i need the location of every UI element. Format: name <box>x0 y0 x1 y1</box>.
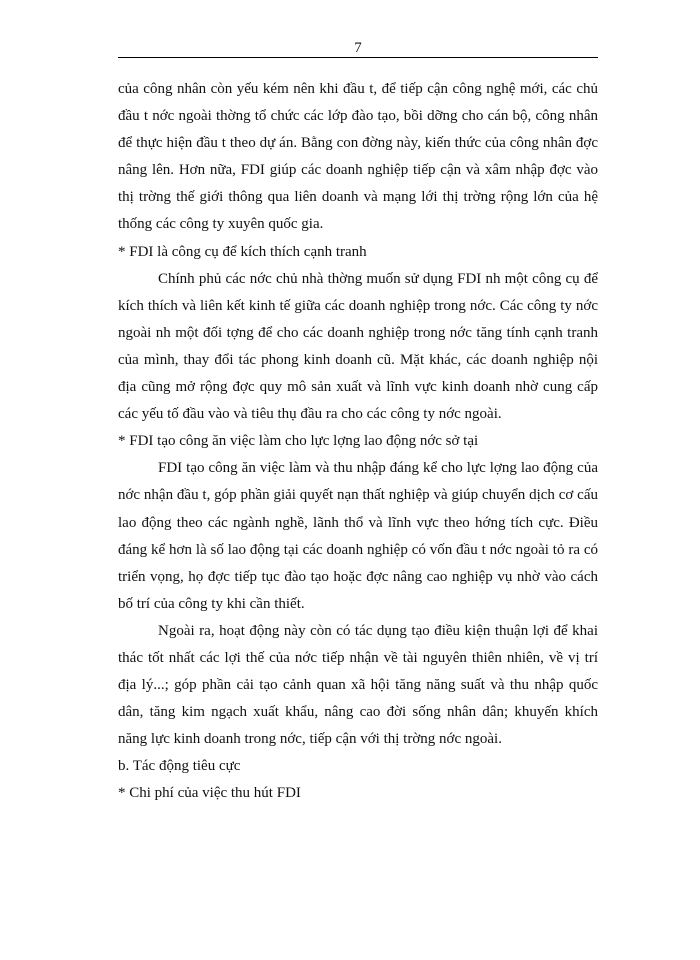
section-heading-competition: * FDI là công cụ để kích thích cạnh tranh <box>118 243 367 260</box>
section-heading-negative-impacts: b. Tác động tiêu cực <box>118 758 241 775</box>
paragraph-workforce-training: của công nhân còn yếu kém nên khi đầu t, để tiếp cận công nghệ mới, các chủ đầu t nớc ngoài thờng tổ chức các lớp đào tạo, bồi dỡng cho cán bộ, công nhân để thực hiện đầu t theo dự án. Bằng con đờng này, kiến thức của công nhân đợc nâng lên. Hơn nữa, FDI giúp các doanh nghiệp tiếp cận và xâm nhập đợc vào thị trờng thế giới thông qua liên doanh và mạng lới thị trờng rộng lớn của hệ thống các công ty xuyên quốc gia. <box>118 81 598 233</box>
paragraph-employment: FDI tạo công ăn việc làm và thu nhập đáng kể cho lực lợng lao động của nớc nhận đầu t, góp phần giải quyết nạn thất nghiệp và giúp chuyển dịch cơ cấu lao động theo các ngành nghề, lãnh thổ và lĩnh vực theo hớng tích cực. Điều đáng kể hơn là số lao động tại các doanh nghiệp có vốn đầu t nớc ngoài tỏ ra có triển vọng, họ đợc tiếp tục đào tạo hoặc đợc nâng cao nghiệp vụ nhờ vào cách bố trí của công ty khi cần thiết. <box>118 460 598 612</box>
header-rule <box>118 57 598 58</box>
section-heading-employment: * FDI tạo công ăn việc làm cho lực lợng lao động nớc sở tại <box>118 433 479 450</box>
page-number: 7 <box>354 40 362 56</box>
document-body <box>118 76 598 808</box>
paragraph-other-benefits: Ngoài ra, hoạt động này còn có tác dụng tạo điều kiện thuận lợi để khai thác tốt nhất các lợi thế của nớc tiếp nhận về tài nguyên thiên nhiên, về vị trí địa lý...; góp phần cải tạo cảnh quan xã hội tăng năng suất và thu nhập quốc dân, tăng kim ngạch xuất khẩu, nâng cao đời sống nhân dân; khuyến khích năng lực kinh doanh trong nớc, tiếp cận với thị trờng nớc ngoài. <box>118 622 598 748</box>
paragraph-competition: Chính phủ các nớc chủ nhà thờng muốn sử dụng FDI nh một công cụ để kích thích và liên kết kinh tế giữa các doanh nghiệp trong nớc. Các công ty nớc ngoài nh một đối tợng để cho các doanh nghiệp trong nớc tăng tính cạnh tranh của mình, thay đổi tác phong kinh doanh cũ. Mặt khác, các doanh nghiệp nội địa cũng mở rộng đợc quy mô sản xuất và lĩnh vực kinh doanh nhờ cung cấp các yếu tố đầu vào và tiêu thụ đầu ra cho các công ty nớc ngoài. <box>118 270 598 423</box>
section-heading-cost-of-fdi: * Chi phí của việc thu hút FDI <box>118 785 301 802</box>
